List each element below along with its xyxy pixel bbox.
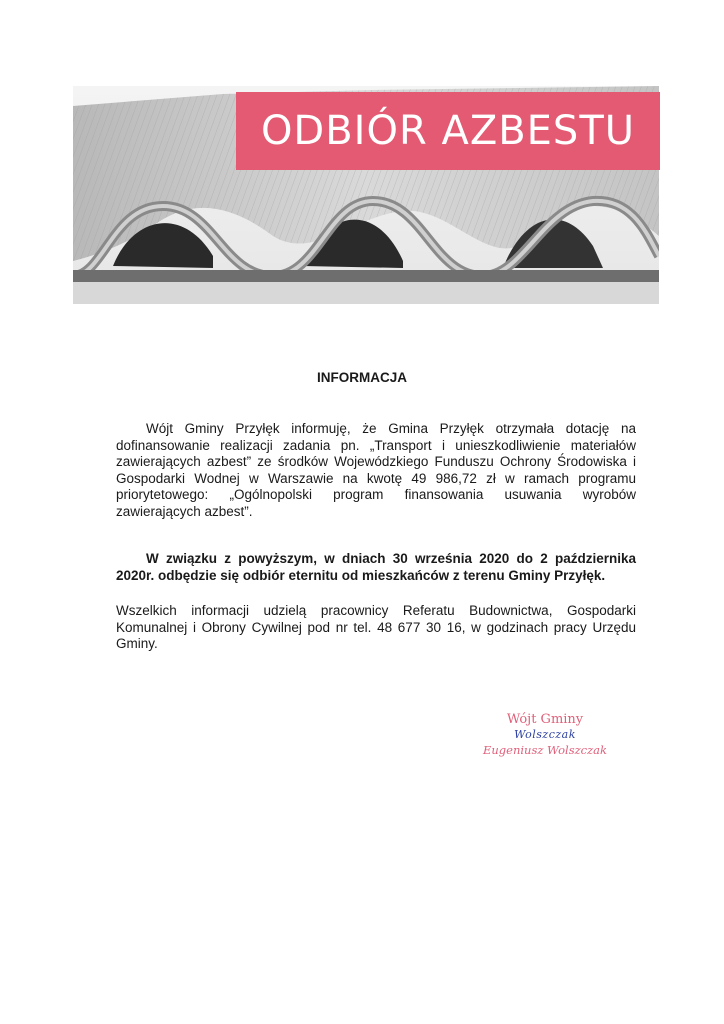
paragraph-contact-info: Wszelkich informacji udzielą pracownicy Referatu Budownictwa, Gospodarki Komunalnej i Obrony Cywilnej pod nr tel. 48 677 30 16, w godzinach pracy Urzędu Gminy. <box>116 603 636 651</box>
banner-title: ODBIÓR AZBESTU <box>260 108 636 154</box>
title-banner <box>236 92 660 170</box>
paragraph-collection-dates: W związku z powyższym, w dniach 30 września 2020 do 2 października 2020r. odbędzie się odbiór eternitu od mieszkańców z terenu Gminy Przyłęk. <box>116 551 636 583</box>
document-heading: INFORMACJA <box>317 370 407 385</box>
handwritten-signature: Wolszczak <box>514 728 576 741</box>
signature-title: Wójt Gminy <box>506 712 584 727</box>
paragraph-grant-info: Wójt Gminy Przyłęk informuję, że Gmina Przyłęk otrzymała dotację na dofinansowanie realizacji zadania pn. „Transport i unieszkodliwienie materiałów zawierających azbest” ze środków Wojewódzkiego Funduszu Ochrony Środowiska i Gospodarki Wodnej w Warszawie na kwotę 49 986,72 zł w ramach programu priorytetowego: „Ogólnopolski program finansowania usuwania wyrobów zawierających azbest”. <box>116 421 636 519</box>
signature-block <box>470 712 620 757</box>
signatory-name: Eugeniusz Wolszczak <box>482 743 607 757</box>
